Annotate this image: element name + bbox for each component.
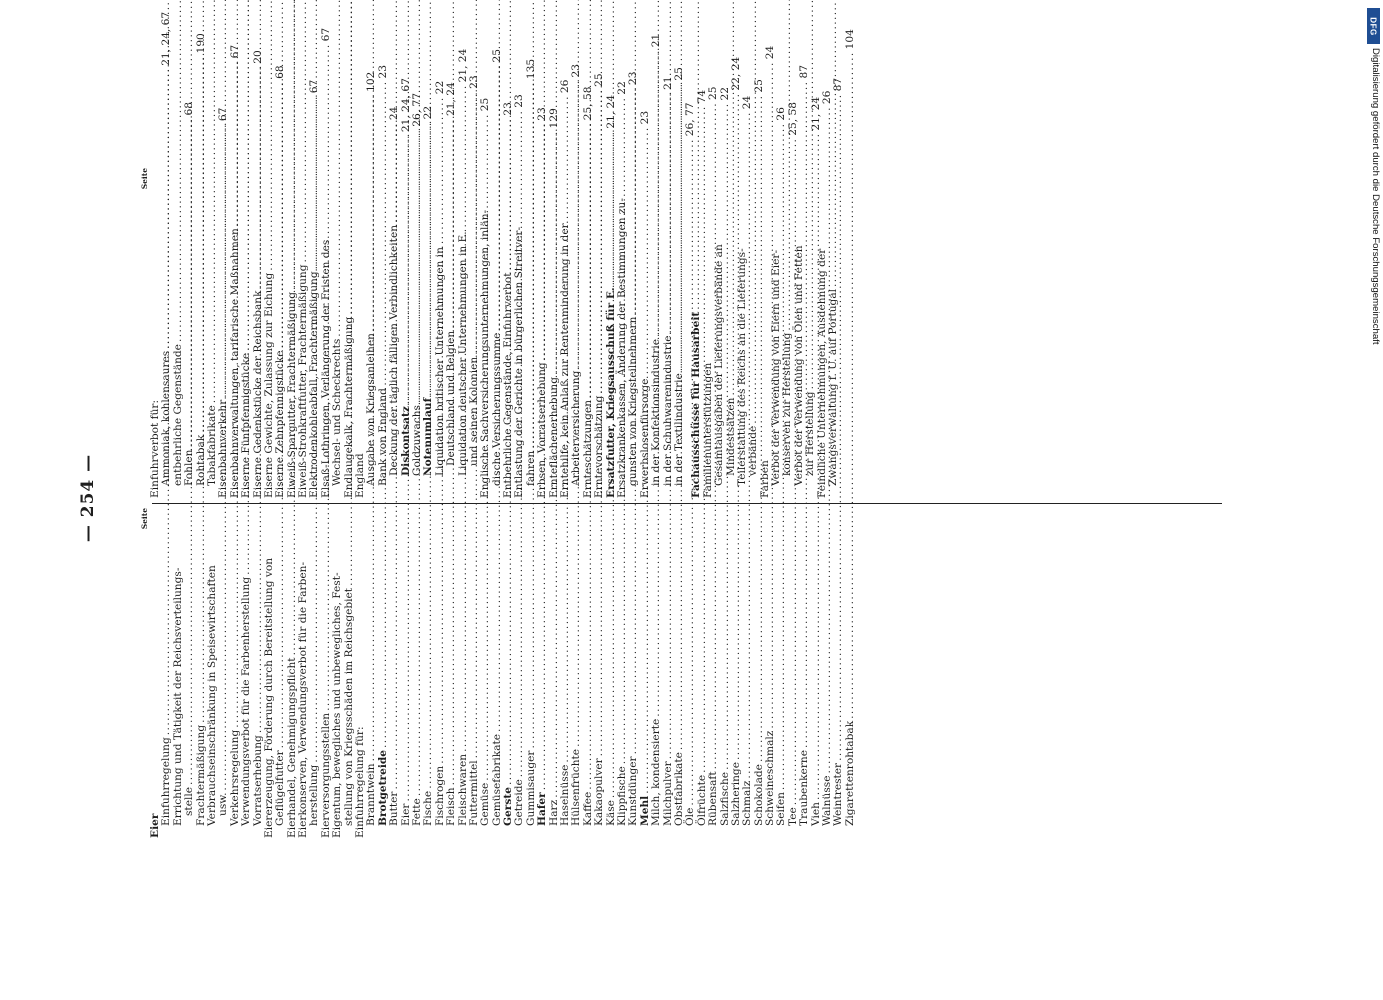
entry-label: stellung von Kriegsschäden im Reichsgebiet — [342, 587, 355, 826]
entry-pages: 23 — [536, 107, 549, 121]
entry-label: verbände — [747, 425, 760, 476]
entry-label: Harz — [547, 799, 560, 826]
leader-dots — [366, 0, 377, 331]
column-header-right: Seite — [140, 168, 149, 190]
entry-pages: 21, 24 — [456, 48, 469, 83]
leader-dots — [691, 0, 702, 310]
entry-pages: 22 — [616, 81, 628, 95]
entry-label: Tabakfabrikate — [205, 405, 218, 486]
index-entry — [674, 168, 685, 498]
entry-label: Ausgabe von Kriegsanleihen — [365, 333, 378, 486]
entry-label: Erntehilfe, kein Anlaß zur Rentenminderung in der — [559, 223, 572, 498]
entry-label: konserven zur Herstellung — [781, 332, 794, 476]
entry-label: Einfuhrregelung für: — [354, 726, 367, 838]
entry-pages: 22 — [718, 86, 731, 101]
leader-dots — [845, 51, 856, 718]
entry-pages: 23 — [627, 71, 640, 85]
index-column-right — [140, 168, 839, 498]
entry-pages: 26 — [559, 79, 572, 94]
entry-label: Weintrester — [832, 762, 845, 826]
entry-label: Käse — [604, 800, 617, 826]
entry-label: Branntwein — [365, 763, 378, 826]
entry-label: Gerste — [502, 787, 515, 826]
entry-pages: 129 — [547, 108, 560, 129]
entry-label: Öle — [684, 807, 697, 826]
entry-label: Notenumlauf — [422, 397, 435, 476]
entry-label: Kakaopulver — [593, 758, 606, 826]
entry-label: Familienunterstützungen — [701, 362, 714, 498]
entry-label: Eigentum, bewegliches und unbewegliches, Fest- — [331, 572, 344, 838]
entry-label: Deutschland und Belgien — [445, 330, 458, 466]
entry-label: Mindestsätzen — [724, 397, 737, 476]
entry-pages: 23 — [638, 110, 651, 125]
entry-pages: 21 — [650, 33, 663, 48]
leader-dots — [651, 0, 662, 337]
entry-pages: 26 — [775, 107, 788, 121]
entry-label: Gummisauger — [524, 750, 537, 826]
entry-pages: 24 — [388, 106, 401, 121]
entry-label: Einfuhrverbot für: — [148, 399, 161, 498]
index-entry — [594, 168, 605, 498]
entry-label: herstellung — [308, 764, 321, 826]
entry-label: Eiserne Zehnpfennigstücke — [274, 350, 287, 498]
entry-label: Ersatzfutter, Kriegsausschuß für E. — [604, 287, 617, 498]
entry-label: Kunstdünger — [627, 756, 640, 826]
entry-label: in der Textilindustrie — [672, 373, 685, 486]
entry-label: Eierkonserven, Verwendungsverbot für die Farben- — [297, 561, 310, 838]
entry-pages: 74 — [695, 89, 708, 104]
entry-label: gunsten von Kriegsteilnehmern — [627, 316, 640, 486]
entry-label: Wechsel- und Scheckrechts — [331, 338, 344, 486]
entry-pages: 21, 24, 67 — [160, 11, 173, 66]
entry-pages: 68 — [183, 102, 196, 116]
entry-pages: 21, 24 — [809, 96, 822, 131]
entry-label: Fleisch — [445, 787, 458, 826]
entry-pages: 25 — [672, 67, 685, 81]
entry-pages: 26, 77 — [684, 102, 697, 137]
entry-label: Gesamtausgaben der Lieferungsverbände an — [713, 244, 726, 486]
entry-label: Goldzuwachs — [410, 405, 423, 476]
leader-dots — [828, 0, 839, 287]
entry-label: Ernteschätzungen — [581, 399, 594, 498]
page-number: — 254 — — [78, 453, 98, 543]
entry-label: Eiweiß-Strohkraftfutter, Frachtermäßigung — [297, 264, 310, 498]
entry-label: Diskontsatz — [399, 406, 412, 476]
leader-dots — [748, 0, 759, 424]
entry-label: Fohlen — [183, 449, 196, 486]
entry-label: Entlastung der Gerichte in bürgerlichen Streitver- — [513, 226, 526, 498]
leader-dots — [594, 0, 605, 394]
entry-pages: 22, 24 — [729, 56, 742, 91]
index-entry — [184, 168, 195, 498]
entry-label: Fischrogen — [433, 765, 446, 826]
entry-label: stelle — [183, 786, 196, 816]
leader-dots — [537, 0, 548, 360]
entry-label: Liquidation deutscher Unternehmungen in E. — [456, 231, 469, 476]
index-entry — [805, 168, 816, 498]
index-entry — [332, 508, 343, 838]
entry-label: Erbsen, Vorratserhebung — [536, 362, 549, 498]
entry-label: Salzheringe — [729, 762, 742, 826]
entry-label: Errichtung und Tätigkeit der Reichsverteilungs- — [171, 567, 184, 826]
entry-label: Haselnüsse — [559, 764, 572, 826]
entry-label: Kaffee — [581, 791, 594, 826]
entry-pages: 67 — [308, 79, 321, 94]
book-page — [78, 11, 1230, 838]
entry-label: Ernteflächenerhebung — [547, 376, 560, 498]
entry-label: Einfuhrregelung — [160, 737, 173, 826]
entry-pages: 26 — [821, 90, 834, 105]
entry-label: Brotgetreide — [376, 749, 389, 826]
entry-label: Rübensaft — [707, 771, 720, 826]
leader-dots — [628, 0, 639, 315]
entry-label: Eiserne Fünfpfennigstücke — [240, 352, 253, 498]
entry-label: Bank von England — [376, 388, 389, 486]
entry-label: Zigarettenrohtabak — [843, 720, 856, 826]
entry-pages: 25 — [479, 97, 492, 112]
entry-pages: 21 — [661, 76, 674, 90]
index-entry — [651, 168, 662, 498]
entry-label: Schweineschmalz — [764, 730, 777, 826]
index-entry — [537, 168, 548, 498]
entry-label: Ammoniak, kohlensaures — [160, 350, 173, 486]
entry-label: Vieh — [809, 802, 822, 826]
entry-pages: 22 — [433, 80, 446, 95]
entry-pages: 25, 58 — [581, 86, 594, 121]
entry-pages: 23 — [376, 65, 389, 79]
leader-dots — [241, 0, 252, 351]
entry-label: Fette — [410, 798, 423, 826]
leader-dots — [275, 0, 286, 348]
entry-pages: 23 — [570, 63, 583, 78]
entry-label: Eiererzeugung, Förderung durch Bereitstellung von — [262, 557, 275, 838]
entry-label: Entbehrliche Gegenstände, Einfuhrverbot — [502, 272, 515, 498]
entry-label: Eisenbahnverwaltungen, tarifarische Maßnahmen — [228, 228, 241, 498]
entry-label: Milch, kondensierte — [650, 718, 663, 826]
entry-pages: 25, 58 — [786, 102, 799, 136]
entry-label: Erntevorschätzung — [593, 395, 606, 498]
entry-label: Walnüsse — [821, 775, 834, 826]
entry-label: Eier — [399, 803, 412, 826]
entry-label: und seinen Kolonien — [467, 356, 480, 466]
entry-pages: 23 — [502, 102, 515, 116]
entry-label: Butter — [388, 791, 401, 826]
entry-label: Verwendungsverbot für die Farbenherstellung — [240, 576, 253, 826]
entry-label: Eierversorgungsstellen — [319, 712, 332, 838]
entry-label: Verbot der Verwendung von Ölen und Fetten — [792, 245, 805, 486]
entry-pages: 67 — [228, 44, 241, 59]
entry-label: Traubenkerne — [798, 750, 811, 826]
entry-pages: 23 — [467, 75, 480, 89]
entry-label: Eisenbahnverkehr — [217, 399, 230, 498]
entry-label: Eierhandel, Genehmigungspflicht — [285, 657, 298, 838]
entry-label: England — [354, 453, 367, 498]
column-header-left: Seite — [140, 508, 149, 530]
entry-label: Fachausschüsse für Hausarbeit — [690, 311, 703, 498]
entry-pages: 135 — [524, 58, 537, 80]
index-entry — [241, 168, 252, 498]
entry-pages: 190 — [194, 33, 207, 54]
entry-label: Getreide — [513, 779, 526, 826]
entry-pages: 23 — [513, 94, 526, 108]
entry-label: Salzfische — [718, 771, 731, 826]
entry-label: Klippfische — [616, 766, 628, 826]
leader-dots — [309, 0, 320, 269]
entry-pages: 67 — [217, 107, 230, 122]
entry-label: Obstfabrikate — [672, 752, 685, 826]
entry-pages: 68 — [274, 65, 287, 79]
entry-label: Verbrauchseinschränkung in Speisewirtschaften — [205, 565, 218, 826]
leader-dots — [344, 0, 355, 315]
leader-dots — [446, 0, 457, 329]
leader-dots — [389, 0, 400, 223]
entry-label: Verbot der Verwendung von Eiern und Eier- — [770, 249, 783, 486]
entry-pages: 22 — [422, 105, 435, 120]
index-entry — [344, 168, 355, 498]
entry-label: Milchpulver — [661, 761, 674, 826]
index-entry — [480, 168, 491, 498]
entry-pages: 87 — [798, 65, 811, 79]
entry-label: Elektrodenkohleabfall, Frachtermäßigung — [308, 271, 321, 498]
entry-label: Futtermittel — [467, 760, 480, 826]
index-entries-right — [150, 168, 839, 498]
leader-dots — [332, 0, 343, 337]
entry-pages: 25 — [752, 79, 765, 93]
leader-dots — [805, 0, 816, 389]
entry-label: Eiweiß-Spargutter, Frachtermäßigung — [285, 291, 298, 498]
entry-pages: 24 — [764, 45, 777, 60]
entry-label: dische Versicherungssumme — [490, 332, 503, 486]
entry-pages: 21, 24, 67 — [399, 78, 412, 133]
entry-label: Feindliche Unternehmungen, Ausdehnung der — [815, 248, 828, 498]
entry-label: fahren — [524, 450, 537, 486]
column-divider — [152, 503, 1222, 504]
entry-label: Ölfrüchte — [695, 774, 708, 826]
entry-label: Fische — [422, 790, 435, 826]
entry-label: Eiserne Gewichte, Zulassung zur Eichung — [262, 272, 275, 498]
leader-dots — [674, 0, 685, 371]
entry-label: Rohtabak — [194, 434, 207, 486]
index-entry — [275, 168, 286, 498]
entry-label: Endlaugekalk, Frachtermäßigung — [342, 316, 355, 498]
index-entry — [748, 168, 759, 498]
entry-label: Deckung der täglich fälligen Verbindlichkeiten — [388, 224, 401, 476]
index-entry — [332, 168, 343, 498]
entry-label: Fleischwaren — [456, 753, 469, 826]
index-entry — [843, 29, 856, 838]
entry-label: zur Herstellung — [804, 391, 817, 476]
entry-label: Zwangsverwaltung f. U. auf Portugal — [827, 288, 840, 486]
entry-pages: 87 — [832, 77, 845, 92]
leader-dots — [184, 0, 195, 448]
entry-pages: 26, 77 — [410, 93, 423, 127]
entry-pages: 24 — [741, 95, 754, 110]
entry-label: Mehl — [638, 795, 651, 826]
entry-label: Elsaß-Lothringen, Verlängerung der Fristen des — [319, 239, 332, 498]
entry-label: Gemüsefabrikate — [490, 733, 503, 826]
entry-label: in der Konfektionsindustrie — [650, 338, 663, 486]
entry-label: Eiserne Gedenkstücke der Reichsbank — [251, 290, 264, 498]
entry-label: Hülsenfrüchte — [570, 748, 583, 826]
entry-label: Seifen — [775, 792, 788, 826]
entry-label: Erwerbslosenfürsorge — [638, 378, 651, 498]
entry-pages: 21, 24 — [445, 82, 458, 116]
digitization-credit: Digitalisierung gefördert durch die Deutsche Forschungsgemeinschaft — [1370, 48, 1381, 345]
dfg-logo: DFG — [1367, 8, 1380, 44]
entry-label: Schokolade — [752, 764, 765, 826]
entry-label: Gemüse — [479, 782, 492, 826]
entry-pages: 25 — [707, 86, 720, 100]
index-entry — [714, 168, 725, 498]
entry-label: in der Schuhwarenindustrie — [661, 335, 674, 486]
entry-label: Ersatzkrankenkassen, Änderung der Bestimmungen zu- — [616, 198, 628, 498]
entry-label: Liquidation britischer Unternehmungen in — [433, 247, 446, 476]
entry-label: Farben — [758, 460, 771, 498]
entry-label: usw. — [217, 792, 230, 816]
entry-pages: 67 — [319, 27, 332, 42]
entry-pages: 104 — [843, 29, 856, 50]
entry-label: Frachtermäßigung — [194, 724, 207, 826]
entry-pages: 20 — [251, 50, 264, 64]
index-entry — [446, 168, 457, 498]
entry-label: Arbeiterversicherung — [570, 370, 583, 486]
entry-label: Geflügelfutter — [274, 750, 287, 826]
entry-pages: 21, 24 — [604, 94, 617, 129]
index-entry — [389, 168, 400, 498]
entry-pages: 25 — [593, 73, 606, 87]
entry-label: entbehrliche Gegenstände — [171, 344, 184, 486]
entry-label: Schmalz — [741, 780, 754, 826]
entry-label: Hafer — [536, 792, 549, 826]
index-entry — [828, 168, 839, 498]
entry-label: Verkehrsregelung — [228, 729, 241, 826]
entry-label: Eier — [148, 813, 161, 838]
entry-label: Teilerstattung des Reichs an die Lieferungs- — [735, 248, 748, 486]
entry-label: Tee — [786, 807, 799, 826]
entry-label: Englische Sachversicherungsunternehmungen, inlän- — [479, 209, 492, 498]
entry-pages: 102 — [365, 71, 378, 92]
entry-label: Vorratserhebung — [251, 735, 264, 826]
entry-pages: 25 — [490, 49, 503, 63]
index-entry — [241, 508, 252, 838]
